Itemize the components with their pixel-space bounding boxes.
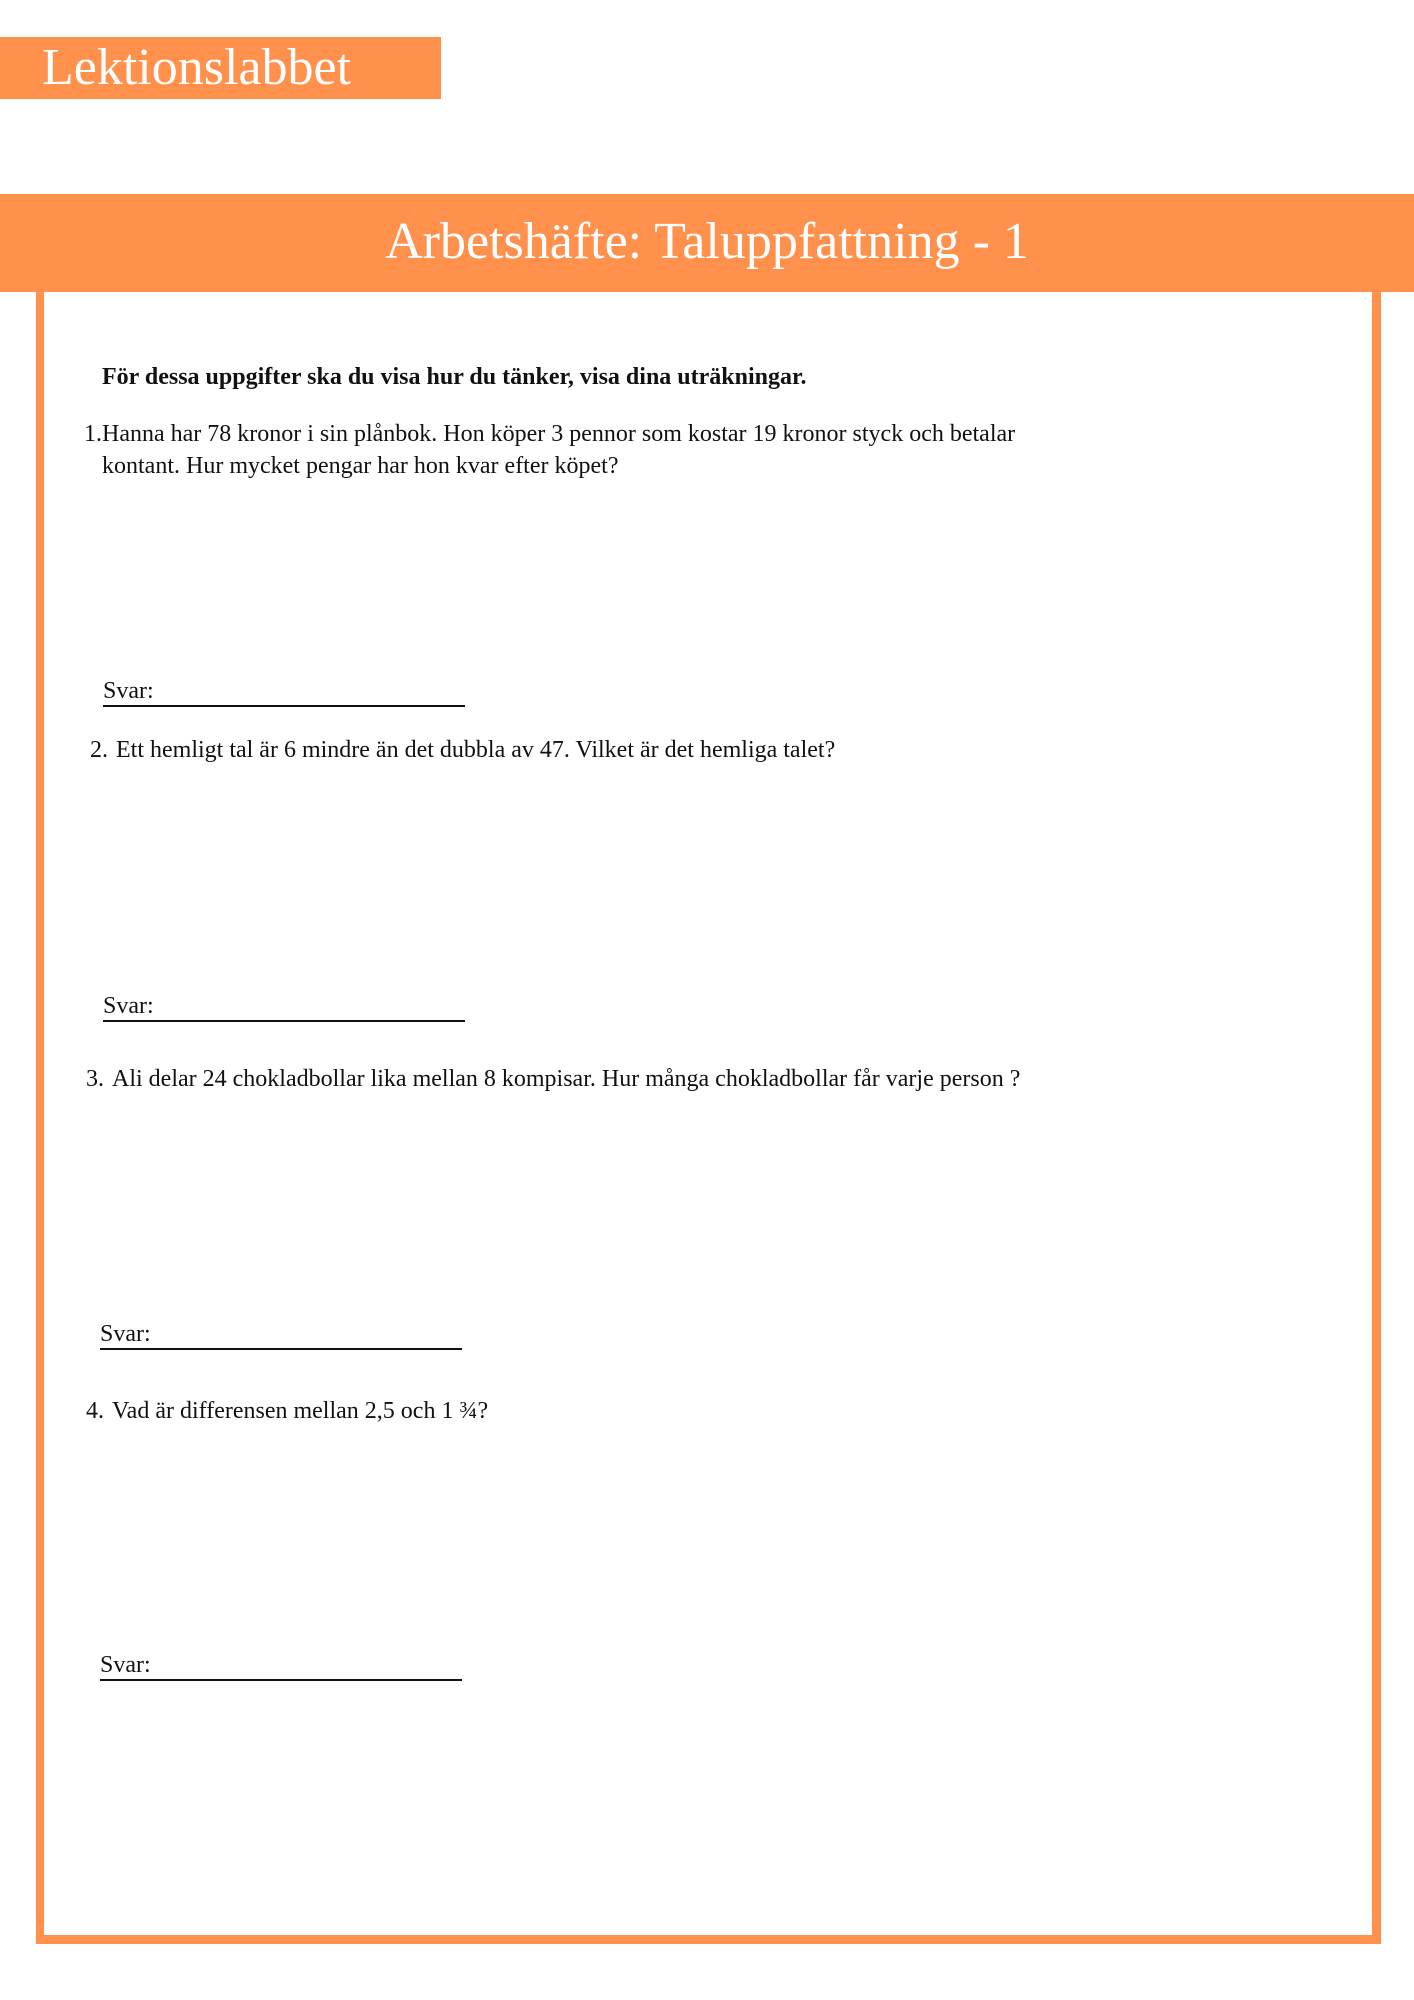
question-text-line: Hanna har 78 kronor i sin plånbok. Hon köper 3 pennor som kostar 19 kronor styck och betalar [102, 421, 1016, 447]
answer-field-1[interactable] [103, 677, 465, 707]
answer-label: Svar: [100, 1321, 151, 1347]
page-title: Arbetshäfte: Taluppfattning - 1 [385, 213, 1029, 270]
answer-field-3[interactable] [100, 1320, 462, 1350]
instructions: För dessa uppgifter ska du visa hur du tänker, visa dina uträkningar. [102, 364, 807, 390]
question-text-line: Ett hemligt tal är 6 mindre än det dubbla av 47. Vilket är det hemliga talet? [116, 737, 836, 763]
question-1 [84, 418, 1284, 482]
logo [0, 37, 441, 99]
question-3 [86, 1063, 1336, 1095]
answer-field-4[interactable] [100, 1651, 462, 1681]
question-number: 3. [86, 1066, 104, 1092]
title-banner [0, 194, 1414, 292]
question-text-line: Vad är differensen mellan 2,5 och 1 ¾? [112, 1398, 489, 1424]
answer-label: Svar: [103, 993, 154, 1019]
answer-label: Svar: [103, 678, 154, 704]
question-text-line: Ali delar 24 chokladbollar lika mellan 8 kompisar. Hur många chokladbollar får varje person ? [112, 1066, 1021, 1092]
question-text-line: kontant. Hur mycket pengar har hon kvar efter köpet? [102, 453, 619, 479]
question-2 [90, 734, 1290, 766]
content-frame [36, 292, 1381, 1944]
question-number: 2. [90, 737, 108, 763]
question-4 [86, 1395, 1286, 1427]
question-number: 4. [86, 1398, 104, 1424]
answer-field-2[interactable] [103, 992, 465, 1022]
logo-text: Lektionslabbet [42, 39, 352, 96]
question-number: 1. [84, 421, 102, 447]
answer-label: Svar: [100, 1652, 151, 1678]
